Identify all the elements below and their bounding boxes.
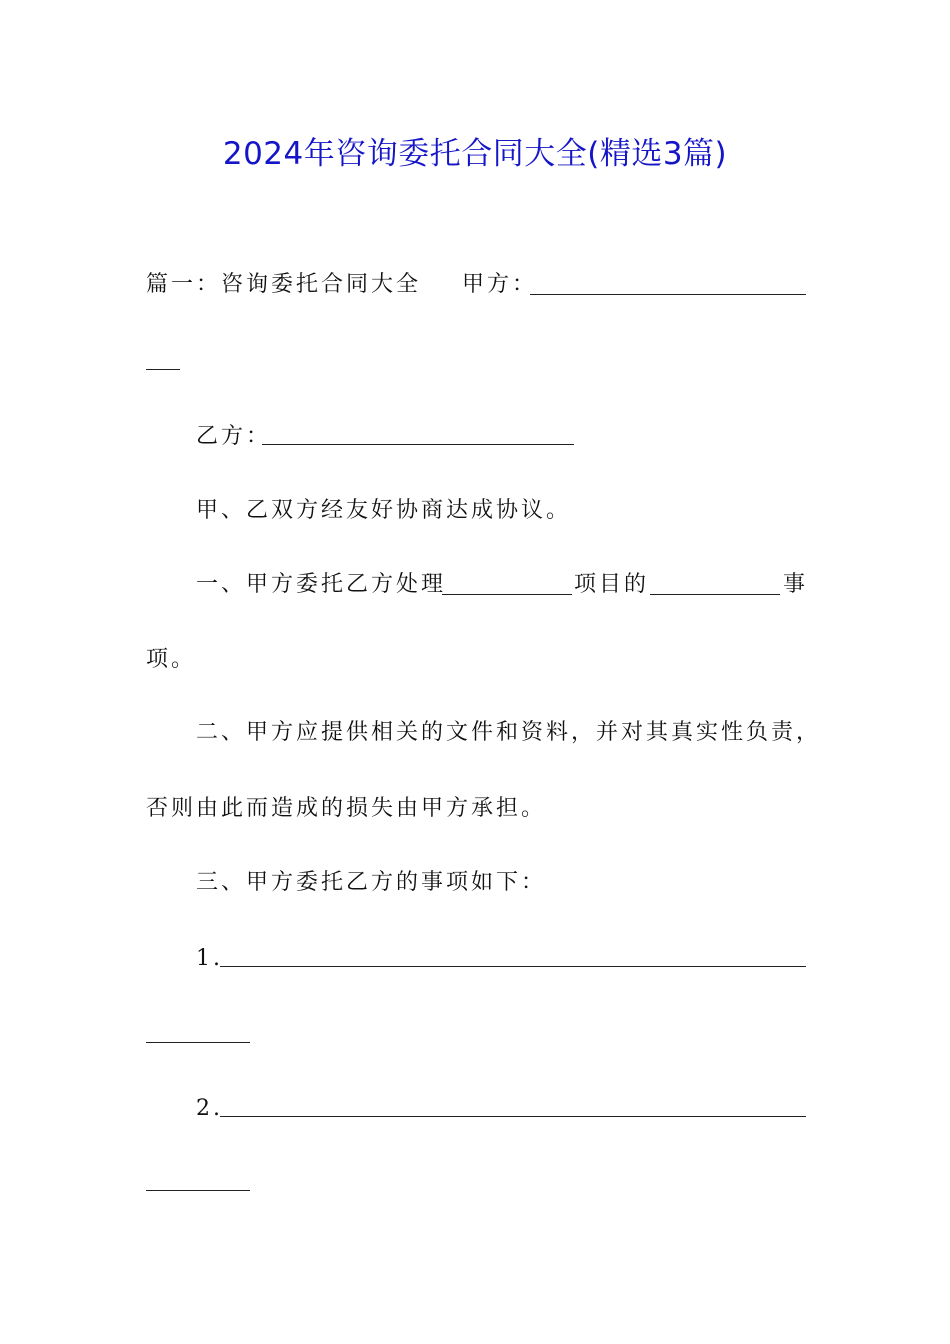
item-1-blank-continued [146, 1042, 250, 1043]
clause-2-line-2: 否则由此而造成的损失由甲方承担。 [146, 796, 547, 821]
clause-3: 三、甲方委托乙方的事项如下： [196, 870, 547, 895]
party-b-blank [262, 444, 574, 445]
clause-1-blank-2 [650, 594, 780, 595]
clause-1-part-3: 事 [783, 572, 809, 597]
section-heading-line [146, 270, 421, 300]
party-a-blank [530, 294, 806, 295]
clause-1-part-2: 项目的 [574, 572, 650, 597]
section-heading: 篇一：咨询委托合同大全 [146, 272, 422, 297]
item-2-blank-continued [146, 1190, 250, 1191]
party-b-label: 乙方： [196, 424, 272, 449]
party-a-blank-continued [146, 369, 180, 370]
clause-2-line-1: 二、甲方应提供相关的文件和资料，并对其真实性负责， [196, 720, 822, 745]
party-a-label: 甲方： [462, 272, 538, 297]
clause-1-continuation: 项。 [146, 647, 197, 672]
agreement-intro: 甲、乙双方经友好协商达成协议。 [196, 498, 572, 523]
item-1-blank [220, 966, 806, 967]
item-1-label: 1. [196, 946, 223, 971]
party-b-line [196, 422, 271, 452]
clause-1-blank-1 [442, 594, 572, 595]
item-2-blank [220, 1116, 806, 1117]
document-title: 2024年咨询委托合同大全(精选3篇) [222, 136, 728, 172]
item-2-label: 2. [196, 1096, 223, 1121]
clause-1-part-1: 一、甲方委托乙方处理 [196, 572, 447, 597]
party-a-line [462, 270, 537, 300]
